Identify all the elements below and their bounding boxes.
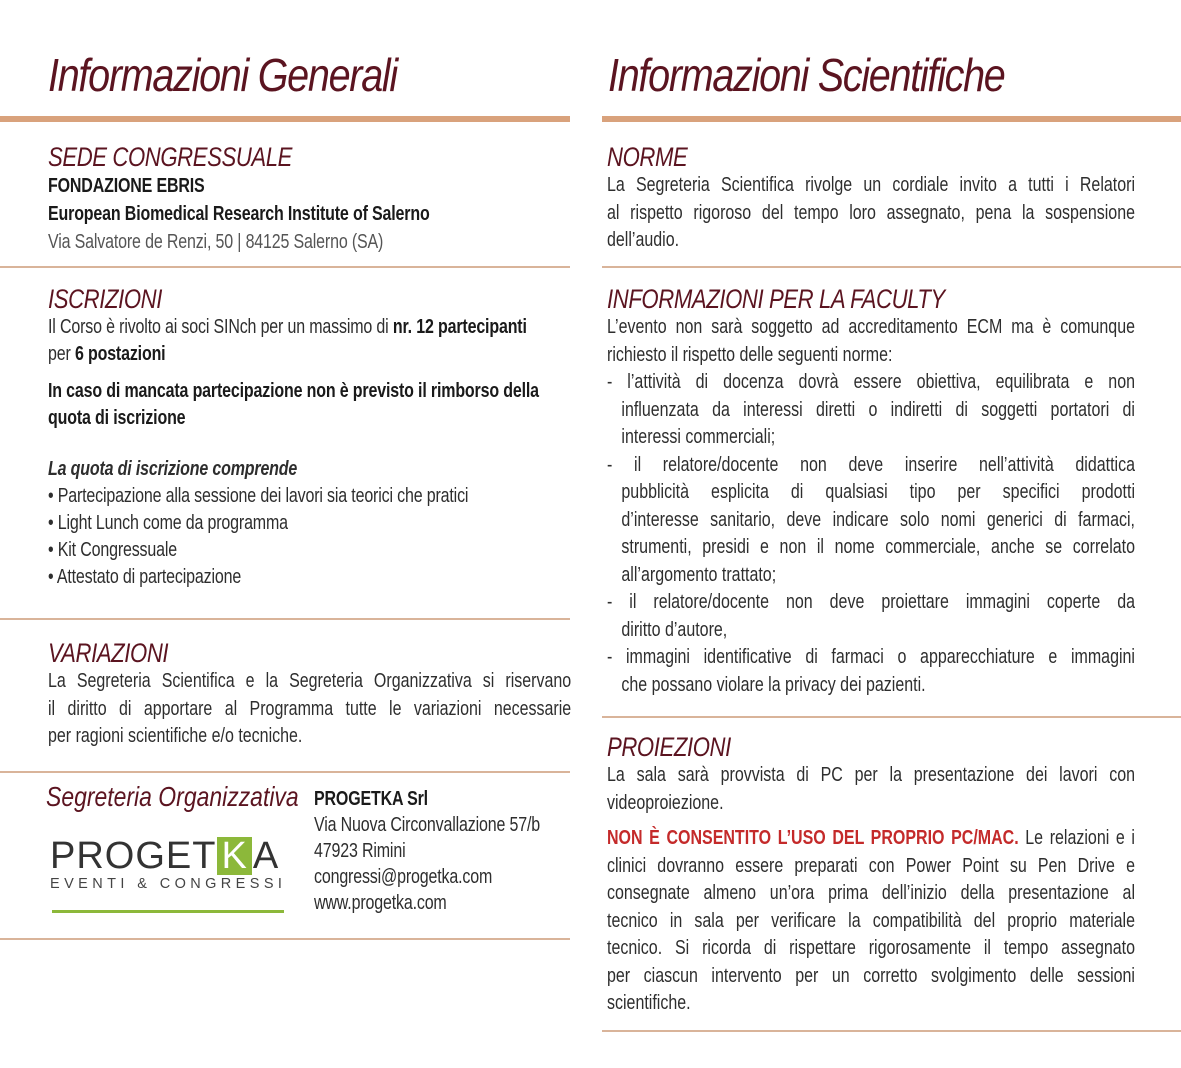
progetka-logo xyxy=(50,836,290,916)
faculty-section xyxy=(607,284,1181,699)
contact-block xyxy=(314,786,597,916)
quota-item: • Kit Congressuale xyxy=(48,539,178,561)
quota-item: • Partecipazione alla sessione dei lavori sia teorici che pratici xyxy=(48,485,469,507)
scientific-info-title: Informazioni Scientifiche xyxy=(608,49,1005,101)
rimborso-line-1: In caso di mancata partecipazione non è previsto il rimborso della xyxy=(48,380,539,402)
divider xyxy=(602,266,1181,268)
iscrizioni-heading: ISCRIZIONI xyxy=(48,284,162,314)
divider xyxy=(602,1030,1181,1032)
faculty-bullet: - l’attività di docenza dovrà essere obiettiva, equilibrata e non xyxy=(607,371,1135,393)
faculty-bullet-cont: pubblicità esplicita di qualsiasi tipo per specifici prodotti xyxy=(621,481,1135,503)
faculty-heading: INFORMAZIONI PER LA FACULTY xyxy=(607,284,945,314)
company-city: 47923 Rimini xyxy=(314,840,406,862)
quota-heading: La quota di iscrizione comprende xyxy=(48,458,298,480)
title-divider xyxy=(0,116,570,122)
logo-text: PROGET xyxy=(50,835,217,877)
sede-heading: SEDE CONGRESSUALE xyxy=(48,142,293,172)
faculty-bullet-cont: strumenti, presidi e non il nome commerciale, anche se correlato xyxy=(621,536,1135,558)
norme-line: al rispetto rigoroso del tempo loro assegnato, pena la sospensione xyxy=(607,201,1135,224)
variazioni-heading: VARIAZIONI xyxy=(48,638,169,668)
proiezioni-heading: PROIEZIONI xyxy=(607,732,731,762)
norme-heading: NORME xyxy=(607,142,688,172)
divider xyxy=(0,618,570,620)
proiezioni-line: tecnico in sala per verificare la compatibilità del proprio materiale xyxy=(607,909,1135,932)
title-divider xyxy=(602,116,1181,122)
norme-section xyxy=(607,142,1181,255)
variazioni-section xyxy=(48,638,702,751)
rimborso-line-2: quota di iscrizione xyxy=(48,407,186,429)
proiezioni-line: videoproiezione. xyxy=(607,791,724,814)
divider xyxy=(0,771,570,773)
logo-k-mark: K xyxy=(217,837,251,875)
proiezioni-line: scientifiche. xyxy=(607,992,691,1014)
proiezioni-line: per ciascun intervento per un corretto svolgimento delle sessioni xyxy=(607,964,1135,987)
company-email[interactable]: congressi@progetka.com xyxy=(314,866,493,888)
general-info-title: Informazioni Generali xyxy=(48,49,397,101)
proiezioni-section xyxy=(607,732,1181,1018)
norme-line: La Segreteria Scientifica rivolge un cordiale invito a tutti i Relatori xyxy=(607,174,1135,196)
proiezioni-line: consegnate almeno un’ora prima dell’inizio della presentazione al xyxy=(607,882,1135,904)
logo-subtitle: EVENTI & CONGRESSI xyxy=(50,876,287,892)
quota-item: • Light Lunch come da programma xyxy=(48,512,288,534)
faculty-intro: L’evento non sarà soggetto ad accreditamento ECM ma è comunque xyxy=(607,316,1135,338)
divider xyxy=(0,938,570,940)
company-name: PROGETKA Srl xyxy=(314,788,428,810)
company-address: Via Nuova Circonvallazione 57/b xyxy=(314,814,540,836)
norme-line: dell’audio. xyxy=(607,229,680,251)
variazioni-line: il diritto di apportare al Programma tutte le variazioni necessarie xyxy=(48,697,572,720)
variazioni-line: La Segreteria Scientifica e la Segreteria Organizzativa si riservano xyxy=(48,670,572,692)
iscrizioni-line-1: Il Corso è rivolto ai soci SINch per un massimo di nr. 12 partecipanti xyxy=(48,316,527,338)
segreteria-heading: Segreteria Organizzativa xyxy=(46,781,299,812)
iscrizioni-section xyxy=(48,284,662,591)
sede-address: Via Salvatore de Renzi, 50 | 84125 Salerno (SA) xyxy=(48,231,384,253)
faculty-bullet-cont: diritto d’autore, xyxy=(621,618,728,641)
pc-warning: NON È CONSENTITO L’USO DEL PROPRIO PC/MAC. xyxy=(607,827,1019,849)
proiezioni-line: clinici dovranno essere preparati con Power Point su Pen Drive e xyxy=(607,854,1135,877)
sede-section xyxy=(48,142,525,256)
faculty-bullet-cont: influenzata da interessi diretti o indiretti di soggetti portatori di xyxy=(621,398,1135,421)
divider xyxy=(0,266,570,268)
company-website[interactable]: www.progetka.com xyxy=(314,892,447,914)
proiezioni-line: tecnico. Si ricorda di rispettare rigorosamente il tempo assegnato xyxy=(607,937,1135,959)
faculty-bullet-cont: all’argomento trattato; xyxy=(621,563,777,586)
logo-text: A xyxy=(252,835,280,877)
faculty-bullet-cont: interessi commerciali; xyxy=(621,426,776,448)
sede-institute: European Biomedical Research Institute of Salerno xyxy=(48,203,430,225)
faculty-bullet-cont: d’interesse sanitario, deve indicare solo nomi generici di farmaci, xyxy=(621,508,1135,531)
faculty-intro: richiesto il rispetto delle seguenti norme: xyxy=(607,343,893,366)
variazioni-line: per ragioni scientifiche e/o tecniche. xyxy=(48,725,303,747)
logo-underline xyxy=(52,910,284,913)
faculty-bullet: - il relatore/docente non deve inserire nell’attività didattica xyxy=(607,453,1135,476)
faculty-bullet: - immagini identificative di farmaci o apparecchiature e immagini xyxy=(607,646,1135,668)
quota-item: • Attestato di partecipazione xyxy=(48,566,242,588)
proiezioni-warning-line: NON È CONSENTITO L’USO DEL PROPRIO PC/MAC. Le relazioni e i xyxy=(607,827,1135,849)
faculty-bullet-cont: che possano violare la privacy dei pazienti. xyxy=(621,673,926,696)
sede-name: FONDAZIONE EBRIS xyxy=(48,175,205,197)
proiezioni-line: La sala sarà provvista di PC per la presentazione dei lavori con xyxy=(607,764,1135,786)
faculty-bullet: - il relatore/docente non deve proiettare immagini coperte da xyxy=(607,591,1135,613)
divider xyxy=(602,716,1181,718)
iscrizioni-line-2: per 6 postazioni xyxy=(48,343,166,365)
